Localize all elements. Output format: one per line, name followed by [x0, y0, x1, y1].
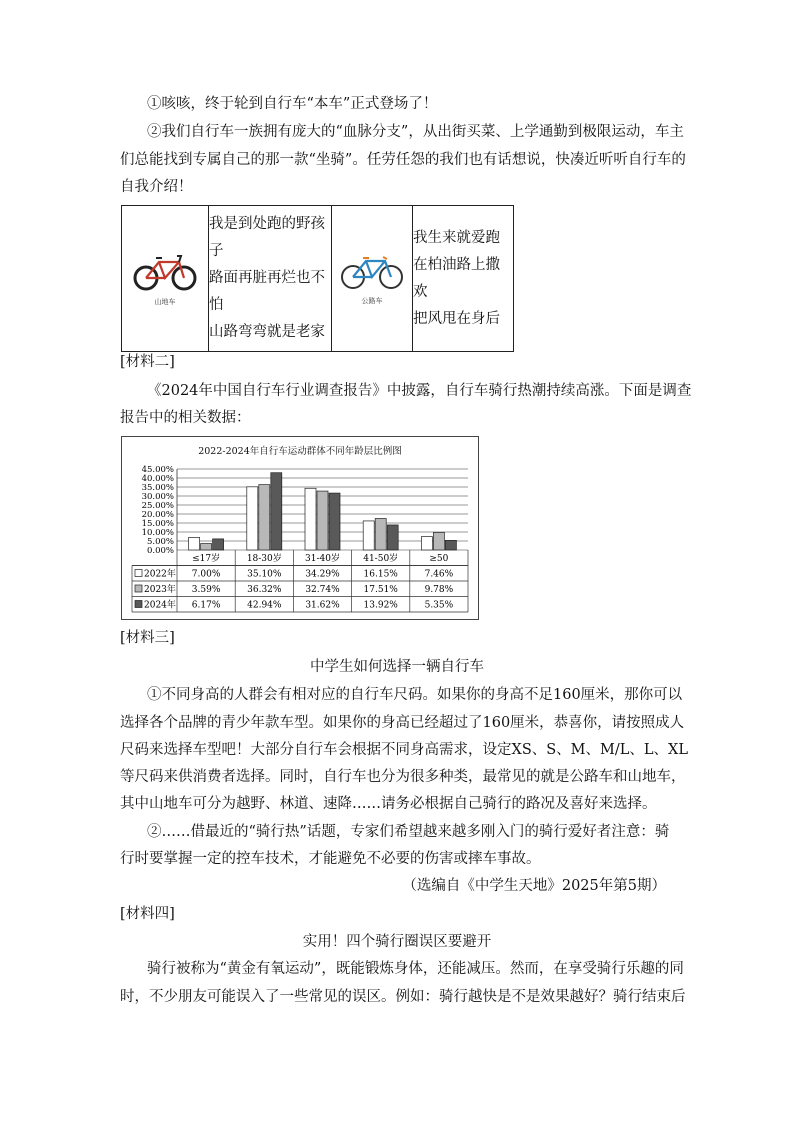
mountain-bike-icon: [131, 250, 199, 292]
data-label: 34.29%: [305, 569, 340, 580]
legend-label: 2022年: [144, 569, 176, 580]
material3-source: （选编自《中学生天地》2025年第5期）: [402, 878, 666, 894]
material3-p1-line-4: 等尺码来供消费者选择。同时，自行车也分为很多种类，最常见的就是公路车和山地车，: [120, 769, 686, 785]
age-group-chart: [121, 436, 479, 620]
y-tick-label: 25.00%: [141, 501, 174, 511]
bar-2023年-≥50: [433, 532, 444, 550]
bar-2022年-≤17岁: [189, 537, 200, 550]
x-category-label: ≥50: [429, 554, 449, 564]
y-tick-label: 45.00%: [141, 465, 174, 475]
material3-title: 中学生如何选择一辆自行车: [310, 659, 484, 675]
intro-line-2c: 自我介绍！: [120, 179, 193, 195]
data-label: 13.92%: [363, 600, 398, 611]
material3-p1-line-1: ①不同身高的人群会有相对应的自行车尺码。如果你的身高不足160厘米，那你可以: [147, 687, 683, 703]
data-label: 3.59%: [191, 585, 221, 595]
road-line-2: 在柏油路上撒: [413, 256, 500, 273]
bar-2023年-31-40岁: [317, 491, 328, 550]
bar-2022年-31-40岁: [305, 488, 316, 550]
material3-p1-line-2: 选择各个品牌的青少年款车型。如果你的身高已经超过了160厘米，恭喜你，请按照成人: [120, 715, 685, 731]
road-bike-cell: [332, 206, 413, 352]
legend-swatch: [135, 601, 142, 608]
material4-label: [材料四]: [120, 906, 175, 922]
data-label: 31.62%: [305, 600, 340, 611]
material4-p1-line-2: 时，不少朋友可能误入了一些常见的误区。例如：骑行越快是不是效果越好？骑行结束后: [120, 989, 686, 1005]
bar-2024年-≤17岁: [213, 539, 224, 550]
bar-2022年-41-50岁: [363, 521, 374, 550]
mountain-bike-caption: 山地车: [154, 298, 176, 306]
material2-line-1: 《2024年中国自行车行业调查报告》中披露，自行车骑行热潮持续高涨。下面是调查: [147, 383, 692, 399]
road-line-4: 把风甩在身后: [413, 310, 500, 327]
intro-line-2b: 们总能找到专属自己的那一款“坐骑”。任劳任怨的我们也有话想说，快凑近听听自行车的: [120, 152, 686, 168]
material4-p1-line-1: 骑行被称为“黄金有氧运动”，既能锻炼身体，还能减压。然而，在享受骑行乐趣的同: [147, 961, 684, 977]
y-tick-label: 5.00%: [146, 537, 174, 547]
data-label: 7.46%: [424, 569, 454, 580]
mountain-bike-cell: [122, 206, 209, 352]
y-tick-label: 10.00%: [141, 528, 174, 538]
y-tick-label: 20.00%: [141, 510, 174, 520]
x-category-label: 41-50岁: [363, 554, 399, 564]
bar-2023年-41-50岁: [375, 518, 386, 550]
material2-line-2: 报告中的相关数据：: [120, 410, 251, 426]
bar-2023年-18-30岁: [259, 485, 270, 550]
chart-title: 2022-2024年自行车运动群体不同年龄层比例图: [198, 446, 402, 457]
data-label: 36.32%: [247, 585, 282, 595]
material3-p1-line-5: 其中山地车可分为越野、林道、速降……请务必根据自己骑行的路况及喜好来选择。: [120, 796, 657, 812]
data-label: 32.74%: [305, 585, 340, 595]
legend-swatch: [135, 570, 142, 577]
material3-p1-line-3: 尺码来选择车型吧！大部分自行车会根据不同身高需求，设定XS、S、M、M/L、L、XL: [120, 742, 688, 758]
legend-label: 2024年: [144, 600, 176, 611]
x-category-label: ≤17岁: [192, 554, 221, 564]
x-category-label: 31-40岁: [305, 554, 340, 564]
data-label: 42.94%: [247, 600, 282, 611]
y-tick-label: 30.00%: [141, 492, 174, 502]
material4-title: 实用！四个骑行圈误区要避开: [302, 934, 492, 950]
mountain-line-3: 路面再脏再烂也不: [209, 270, 325, 286]
data-label: 5.35%: [424, 600, 454, 611]
intro-line-1: ①咳咳，终于轮到自行车“本车”正式登场了！: [147, 96, 438, 112]
x-category-label: 18-30岁: [246, 554, 282, 564]
material3-p2-line-2: 行时要掌握一定的控车技术，才能避免不必要的伤害或摔车事故。: [120, 851, 541, 867]
bar-2024年-31-40岁: [329, 493, 340, 550]
data-label: 16.15%: [363, 569, 398, 580]
data-label: 17.51%: [363, 585, 398, 595]
chart-svg: [122, 437, 478, 619]
bar-2024年-≥50: [445, 540, 456, 550]
road-bike-text: [413, 206, 514, 352]
material3-p2-line-1: ②……借最近的“骑行热”话题，专家们希望越来越多刚入门的骑行爱好者注意：骑: [147, 824, 670, 840]
mountain-line-5: 山路弯弯就是老家: [209, 324, 325, 340]
road-line-1: 我生来就爱跑: [413, 229, 500, 246]
data-label: 7.00%: [191, 569, 221, 580]
road-line-3: 欢: [413, 283, 428, 300]
bar-2022年-18-30岁: [247, 487, 258, 550]
y-tick-label: 15.00%: [141, 519, 174, 529]
mountain-line-4: 怕: [209, 297, 224, 313]
road-bike-caption: 公路车: [361, 297, 383, 305]
legend-label: 2023年: [144, 585, 176, 595]
mountain-line-1: 我是到处跑的野孩: [209, 216, 325, 232]
y-tick-label: 40.00%: [141, 474, 174, 484]
bar-2023年-≤17岁: [201, 544, 212, 550]
data-label: 9.78%: [424, 585, 454, 595]
bar-2022年-≥50: [421, 537, 432, 550]
y-tick-label: 35.00%: [141, 483, 174, 493]
road-bike-icon: [339, 251, 405, 291]
bar-2024年-41-50岁: [387, 525, 398, 550]
data-label: 35.10%: [247, 569, 282, 580]
mountain-line-2: 子: [209, 243, 224, 259]
mountain-bike-text: [209, 206, 332, 352]
bike-intro-table: [121, 205, 514, 352]
data-label: 6.17%: [191, 600, 221, 611]
y-tick-label: 0.00%: [146, 546, 174, 556]
intro-line-2a: ②我们自行车一族拥有庞大的“血脉分支”，从出街买菜、上学通勤到极限运动，车主: [147, 124, 684, 140]
bar-2024年-18-30岁: [271, 473, 282, 550]
material2-label: [材料二]: [120, 354, 175, 370]
legend-swatch: [135, 585, 142, 592]
material3-label: [材料三]: [120, 630, 175, 646]
